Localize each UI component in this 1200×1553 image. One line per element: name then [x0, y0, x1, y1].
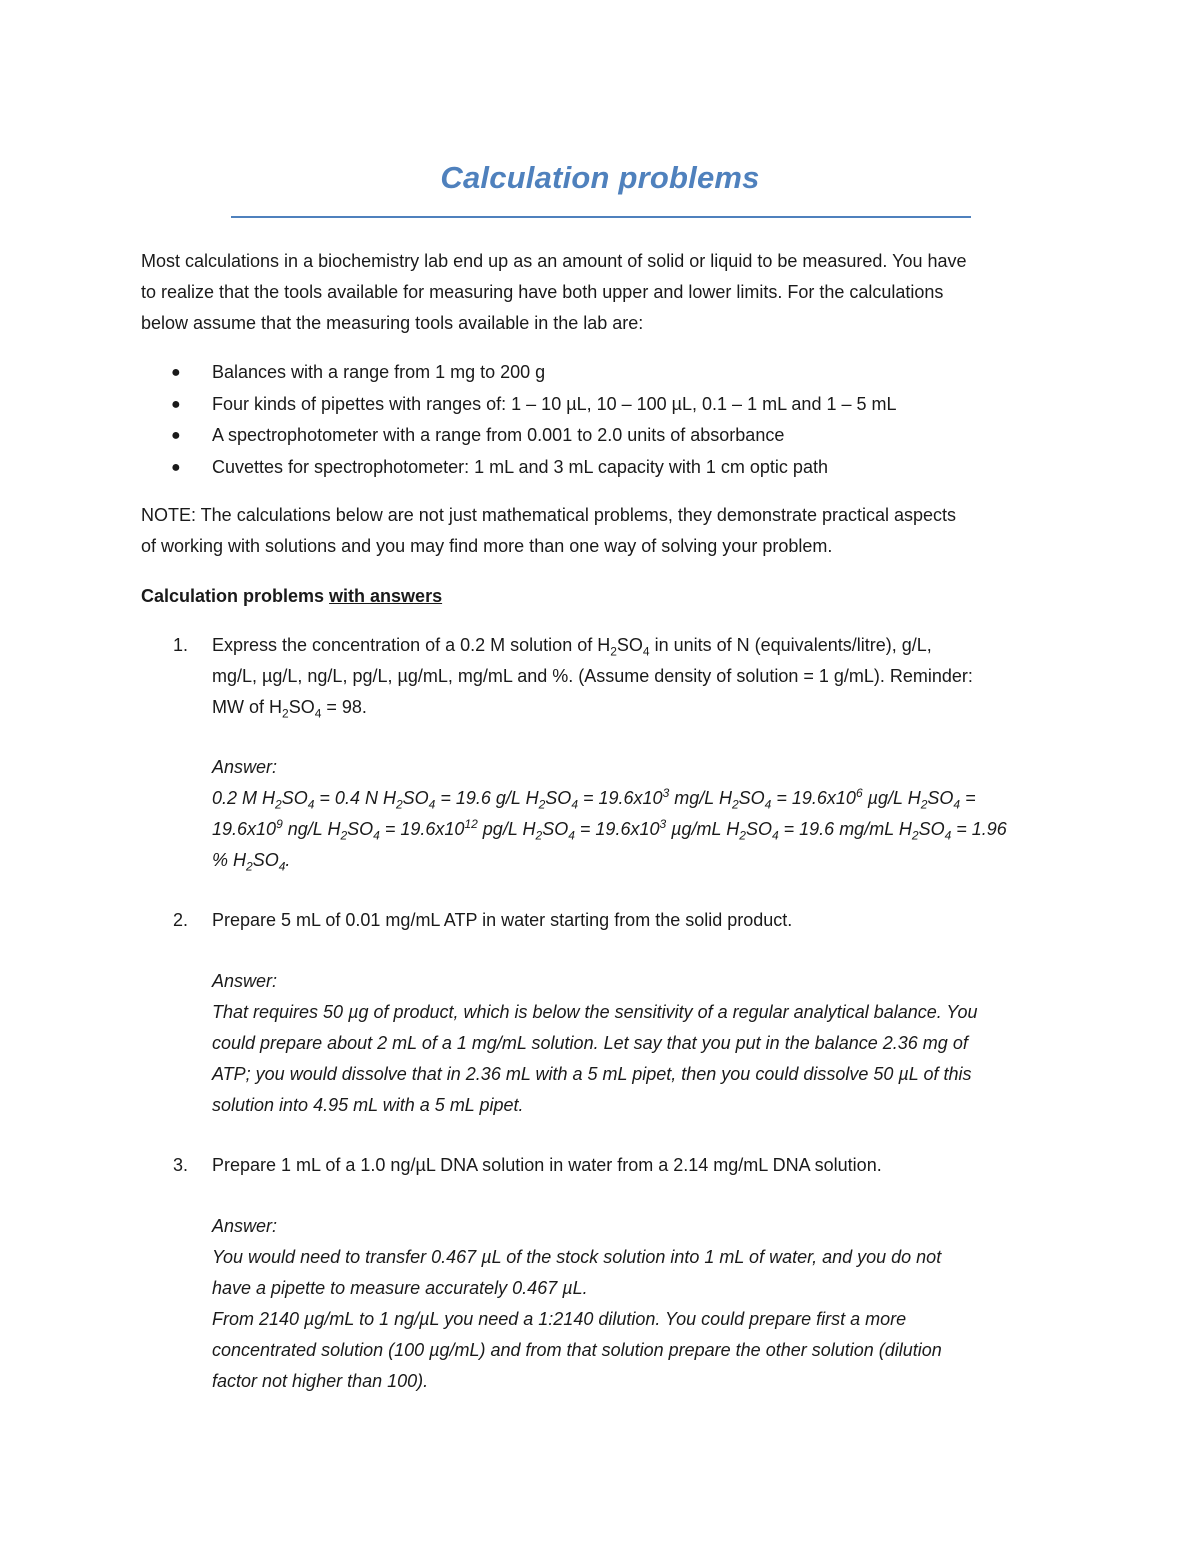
text: = 19.6x10 [574, 819, 660, 839]
question-line: mg/L, µg/L, ng/L, pg/L, µg/mL, mg/mL and %. (Assume density of solution = 1 g/mL). Reminder: [212, 666, 973, 686]
answer-line: have a pipette to measure accurately 0.467 µL. [212, 1278, 588, 1298]
intro-paragraph [141, 246, 1071, 339]
subscript: 4 [278, 859, 286, 874]
problem-1-question [212, 630, 1072, 723]
list-item-text: Four kinds of pipettes with ranges of: 1 – 10 µL, 10 – 100 µL, 0.1 – 1 mL and 1 – 5 mL [212, 393, 897, 414]
text: SO [288, 697, 315, 717]
text: = 0.4 N H [314, 788, 396, 808]
list-item [141, 420, 1071, 452]
subscript: 2 [739, 828, 746, 843]
text: = 19.6 mg/mL H [778, 819, 912, 839]
text: SO [347, 819, 374, 839]
list-item-text: A spectrophotometer with a range from 0.001 to 2.0 units of absorbance [212, 425, 785, 445]
intro-line: below assume that the measuring tools available in the lab are: [141, 313, 644, 333]
text: ng/L H [282, 819, 341, 839]
question-line [212, 630, 1072, 661]
question-line [212, 692, 1072, 723]
list-item-text: Balances with a range from 1 mg to 200 g [212, 362, 546, 382]
intro-line: Most calculations in a biochemistry lab end up as an amount of solid or liquid to be measured. You have [141, 251, 967, 271]
answer-line [212, 845, 1072, 876]
text: SO [281, 788, 308, 808]
section-heading [141, 581, 442, 612]
answer-line [212, 783, 1072, 814]
list-item-text: Cuvettes for spectrophotometer: 1 mL and 3 mL capacity with 1 cm optic path [212, 456, 828, 477]
problem-number: 3. [173, 1155, 189, 1175]
subscript: 2 [282, 706, 289, 721]
subscript: 4 [771, 828, 779, 843]
list-item [141, 389, 1071, 421]
problem-3-answer [212, 1211, 1072, 1397]
subscript: 2 [911, 828, 919, 843]
subscript: 2 [275, 797, 282, 812]
text: = 19.6x10 [771, 788, 856, 808]
problem-2-question: Prepare 5 mL of 0.01 mg/mL ATP in water starting from the solid product. [212, 910, 793, 930]
text: MW of H [212, 697, 282, 717]
text: . [285, 850, 291, 870]
text: SO [738, 788, 765, 808]
superscript: 9 [276, 817, 283, 831]
superscript: 3 [662, 786, 670, 800]
subscript: 4 [373, 828, 380, 843]
text: SO [927, 788, 954, 808]
superscript: 3 [659, 817, 667, 831]
answer-line: ATP; you would dissolve that in 2.36 mL with a 5 mL pipet, then you could dissolve 50 µL of this [212, 1064, 972, 1084]
text: SO [616, 635, 643, 655]
subscript: 4 [571, 797, 578, 812]
answer-line: That requires 50 µg of product, which is below the sensitivity of a regular analytical balance. You [212, 1002, 978, 1022]
text: mg/L H [669, 788, 732, 808]
superscript: 12 [464, 817, 478, 831]
answer-line: could prepare about 2 mL of a 1 mg/mL solution. Let say that you put in the balance 2.36 mg of [212, 1033, 968, 1053]
subscript: 4 [944, 828, 952, 843]
subscript: 2 [246, 859, 253, 874]
text: = [960, 788, 976, 808]
answer-label: Answer: [212, 757, 278, 777]
problem-3-question: Prepare 1 mL of a 1.0 ng/µL DNA solution in water from a 2.14 mg/mL DNA solution. [212, 1155, 882, 1175]
section-heading-underlined: with answers [329, 586, 443, 606]
text: SO [918, 819, 945, 839]
list-item [141, 357, 1071, 389]
text: 0.2 M H [212, 788, 276, 808]
bullet-icon: ● [171, 458, 181, 476]
text: SO [542, 819, 569, 839]
text: SO [252, 850, 279, 870]
subscript: 4 [953, 797, 961, 812]
superscript: 6 [855, 786, 863, 800]
subscript: 2 [920, 797, 928, 812]
text: SO [402, 788, 429, 808]
problem-number: 1. [173, 635, 189, 655]
subscript: 2 [731, 797, 739, 812]
answer-label: Answer: [212, 1216, 278, 1236]
subscript: 2 [538, 797, 546, 812]
answer-line: You would need to transfer 0.467 µL of the stock solution into 1 mL of water, and you do not [212, 1247, 942, 1267]
bullet-icon: ● [171, 395, 181, 413]
subscript: 4 [428, 797, 436, 812]
page-title: Calculation problems [440, 160, 760, 195]
text: SO [745, 819, 772, 839]
subscript: 4 [314, 706, 322, 721]
problem-2-answer [212, 966, 1072, 1121]
bullet-icon: ● [171, 364, 181, 381]
answer-line [212, 814, 1072, 845]
subscript: 2 [395, 797, 403, 812]
text: % H [212, 850, 247, 870]
answer-line: concentrated solution (100 µg/mL) and from that solution prepare the other solution (dilution [212, 1340, 942, 1360]
text: in units of N (equivalents/litre), g/L, [649, 635, 932, 655]
answer-line: From 2140 µg/mL to 1 ng/µL you need a 1:2140 dilution. You could prepare first a more [212, 1309, 907, 1329]
text: = 1.96 [951, 819, 1007, 839]
answer-label: Answer: [212, 971, 278, 991]
text: µg/mL H [666, 819, 740, 839]
text: Express the concentration of a 0.2 M solution of H [212, 635, 611, 655]
text: 19.6x10 [212, 819, 277, 839]
subscript: 2 [535, 828, 543, 843]
list-item [141, 452, 1071, 484]
text: pg/L H [477, 819, 536, 839]
section-heading-prefix: Calculation problems [141, 586, 330, 606]
intro-line: to realize that the tools available for measuring have both upper and lower limits. For the calculations [141, 282, 944, 302]
problem-number: 2. [173, 910, 189, 930]
answer-line: solution into 4.95 mL with a 5 mL pipet. [212, 1095, 524, 1115]
note-line: NOTE: The calculations below are not just mathematical problems, they demonstrate practical aspects [141, 505, 957, 525]
subscript: 4 [307, 797, 315, 812]
subscript: 2 [340, 828, 348, 843]
answer-line: factor not higher than 100). [212, 1371, 429, 1391]
title-underline [231, 216, 971, 218]
note-paragraph [141, 500, 1071, 562]
text: SO [545, 788, 572, 808]
text: = 19.6x10 [379, 819, 465, 839]
subscript: 2 [610, 644, 617, 659]
tools-list [141, 357, 1071, 483]
text: = 98. [321, 697, 367, 717]
problem-1-answer [212, 752, 1072, 876]
subscript: 4 [568, 828, 575, 843]
subscript: 4 [642, 644, 650, 659]
subscript: 4 [764, 797, 772, 812]
text: = 19.6x10 [578, 788, 663, 808]
bullet-icon: ● [171, 427, 181, 444]
note-line: of working with solutions and you may find more than one way of solving your problem. [141, 536, 833, 556]
text: µg/L H [862, 788, 921, 808]
text: = 19.6 g/L H [435, 788, 539, 808]
